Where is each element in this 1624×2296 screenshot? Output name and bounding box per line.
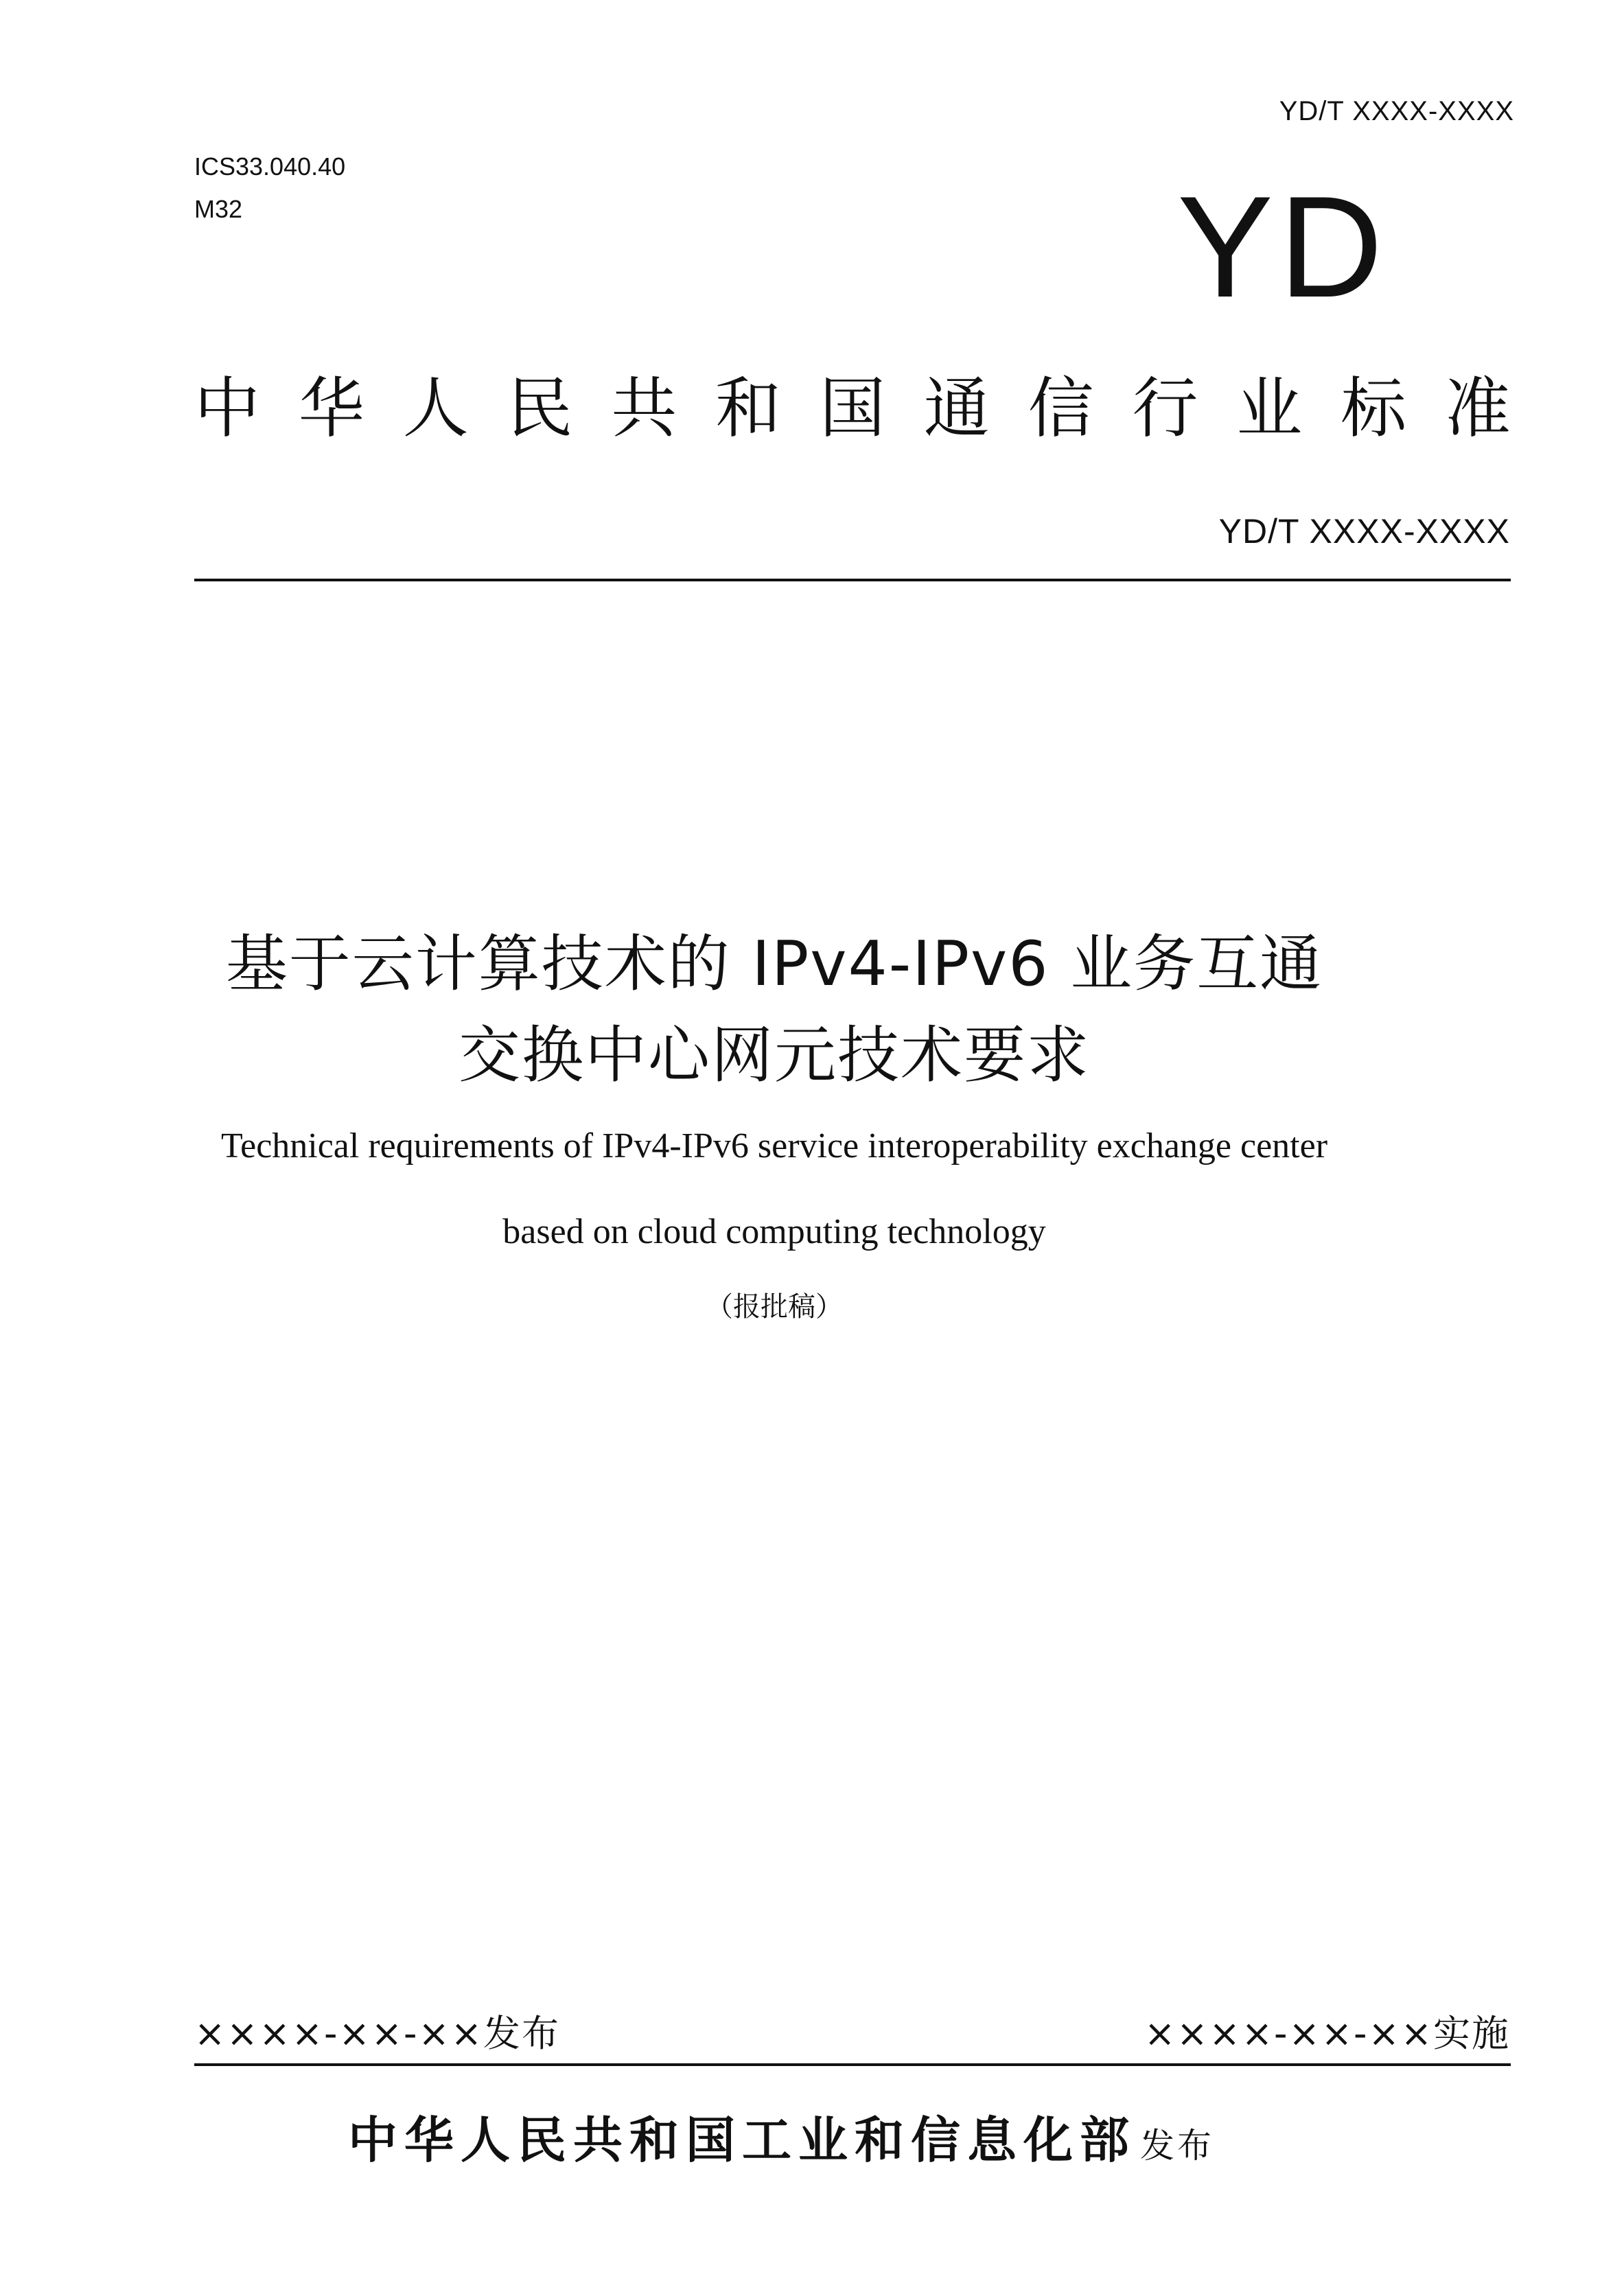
title-cn-line-1: 基于云计算技术的 IPv4-IPv6 业务互通 xyxy=(225,928,1323,1000)
footer-divider xyxy=(194,2063,1511,2066)
standard-type-char: 准 xyxy=(1444,370,1511,447)
standard-type-char: 华 xyxy=(298,370,364,447)
issuer-suffix: 发布 xyxy=(1140,2126,1214,2166)
publish-date: ××××-××-××发布 xyxy=(194,2012,560,2055)
standard-type-char: 人 xyxy=(402,370,469,447)
header-divider xyxy=(194,579,1511,581)
implement-date: ××××-××-××实施 xyxy=(1144,2012,1510,2055)
standard-type-char: 和 xyxy=(715,370,782,447)
standard-type-char: 标 xyxy=(1341,370,1407,447)
title-en-line-1: Technical requirements of IPv4-IPv6 service interoperability exchange center xyxy=(220,1126,1328,1166)
standard-type-char: 民 xyxy=(507,370,573,447)
title-cn-line-2: 交换中心网元技术要求 xyxy=(459,1019,1090,1091)
title-en-line-2: based on cloud computing technology xyxy=(502,1212,1046,1251)
standard-type-char: 国 xyxy=(819,370,885,447)
standard-type-char: 业 xyxy=(1236,370,1303,447)
draft-status: （报批稿） xyxy=(706,1291,843,1323)
yd-logo: YD xyxy=(1177,166,1389,327)
standard-number: YD/T XXXX-XXXX xyxy=(1218,512,1510,550)
top-standard-code: YD/T XXXX-XXXX xyxy=(1279,96,1514,126)
standard-type-char: 行 xyxy=(1132,370,1198,447)
ccs-code: M32 xyxy=(194,195,243,223)
standard-type-char: 信 xyxy=(1028,370,1094,447)
standard-type-char: 中 xyxy=(194,370,260,447)
ics-code: ICS33.040.40 xyxy=(194,152,346,181)
issuer-line xyxy=(0,2100,1593,2172)
standard-type-char: 共 xyxy=(611,370,677,447)
issuer-name: 中华人民共和国工业和信息化部 xyxy=(347,2111,1136,2169)
standard-type-heading xyxy=(194,367,1511,450)
standard-type-char: 通 xyxy=(923,370,990,447)
